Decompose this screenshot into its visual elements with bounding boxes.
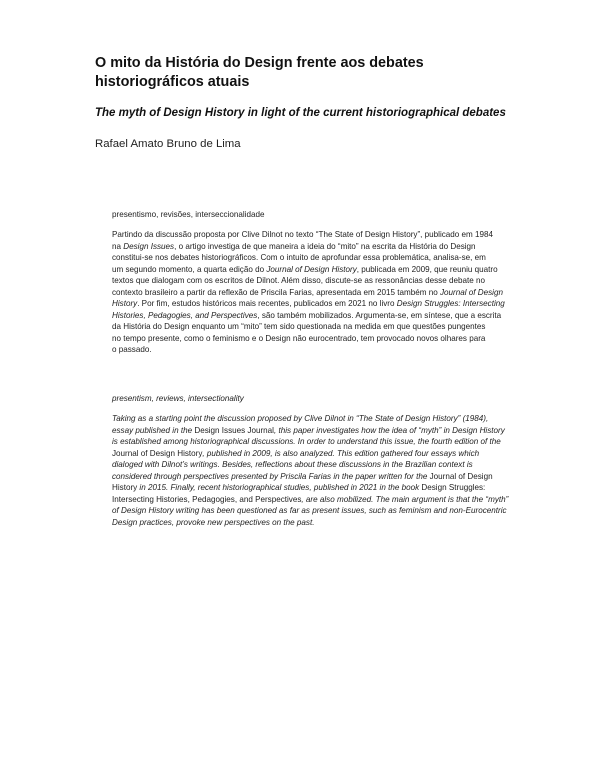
text-run: , this paper investigates how the idea of “myth” in Design History: [273, 425, 505, 435]
upright-title: Journal of Design History: [112, 448, 203, 458]
text-run: essay published in the: [112, 425, 195, 435]
text-run: da História do Design enquanto um “mito” tem sido questionada na medida em que questões pungentes: [112, 322, 486, 332]
text-run: o passado.: [112, 345, 152, 355]
text-run: , are also mobilized. The main argument is that the “myth”: [301, 494, 509, 504]
abstract-line: [112, 448, 532, 460]
abstract-line: [112, 517, 532, 529]
paper-subtitle-english: The myth of Design History in light of the current historiographical debates: [95, 107, 506, 119]
text-run: contexto brasileiro a partir da reflexão de Priscila Farias, apresentada em 2015 também no: [112, 287, 440, 297]
text-run: considered through perspectives presented by Priscila Farias in the paper written for the: [112, 471, 430, 481]
abstract-english: [112, 413, 532, 528]
abstract-line: [112, 344, 532, 356]
upright-title: Intersecting Histories, Pedagogies, and Perspectives: [112, 494, 302, 504]
upright-title: Journal of Design: [429, 471, 493, 481]
abstract-line: [112, 252, 532, 264]
text-run: Design practices, provoke new perspectives on the past.: [112, 517, 315, 527]
text-run: , publicada em 2009, que reuniu quatro: [356, 264, 498, 274]
text-run: is established among historiographical discussions. In order to understand this issue, the fourth edition of the: [112, 437, 501, 447]
author-name: Rafael Amato Bruno de Lima: [95, 138, 241, 150]
text-run: Taking as a starting point the discussion proposed by Clive Dilnot in “The State of Design History” (1984),: [112, 414, 489, 423]
keywords-english: presentism, reviews, intersectionality: [112, 394, 244, 403]
abstract-line: [112, 471, 532, 483]
italic-title: Journal of Design: [439, 287, 503, 297]
abstract-line: [112, 436, 532, 448]
abstract-line: [112, 482, 532, 494]
italic-title: Design Issues: [123, 241, 175, 251]
abstract-line: [112, 413, 532, 425]
abstract-line: [112, 298, 532, 310]
text-run: dialoged with Dilnot’s writings. Besides, reflections about these discussions in the Brazilian context is: [112, 460, 473, 470]
text-run: , published in 2009, is also analyzed. This edition gathered four essays which: [202, 448, 480, 458]
text-run: um segundo momento, a quarta edição do: [112, 264, 267, 274]
text-run: constitui-se nos debates historiográficos. Com o intuito de aprofundar essa problemática, analisa-se, em: [112, 253, 486, 263]
abstract-line: [112, 505, 532, 517]
abstract-portuguese: [112, 229, 532, 356]
text-run: , o artigo investiga de que maneira a ideia do “mito” na escrita da História do Design: [174, 241, 476, 251]
upright-title: Design Struggles:: [421, 483, 486, 493]
abstract-line: [112, 321, 532, 333]
abstract-line: [112, 425, 532, 437]
italic-title: Design Struggles: Intersecting: [396, 299, 505, 309]
abstract-line: [112, 310, 532, 322]
abstract-line: [112, 275, 532, 287]
upright-title: Design Issues Journal: [194, 425, 274, 435]
italic-title: History: [112, 299, 138, 309]
text-run: Partindo da discussão proposta por Clive Dilnot no texto “The State of Design History”, publicado em 1984: [112, 230, 494, 239]
abstract-line: [112, 459, 532, 471]
paper-title: O mito da História do Design frente aos debates historiográficos atuais: [95, 55, 424, 90]
text-run: na: [112, 241, 124, 251]
text-run: of Design History writing has been questioned as far as present issues, such as feminism and non-Eurocentric: [112, 506, 507, 516]
abstract-line: [112, 229, 532, 241]
abstract-line: [112, 287, 532, 299]
text-run: . Por fim, estudos históricos mais recentes, publicados em 2021 no livro: [137, 299, 397, 309]
abstract-line: [112, 264, 532, 276]
italic-title: Journal of Design History: [266, 264, 357, 274]
abstract-line: [112, 333, 532, 345]
text-run: textos que dialogam com os escritos de Dilnot. Além disso, discute-se as ressonâncias desse debate no: [112, 276, 485, 286]
abstract-line: [112, 494, 532, 506]
italic-title: Histories, Pedagogies, and Perspectives: [112, 310, 258, 320]
keywords-portuguese: presentismo, revisões, interseccionalidade: [112, 210, 265, 219]
abstract-line: [112, 241, 532, 253]
text-run: no tempo presente, como o feminismo e o Design não eurocentrado, tem provocado novos olhares para: [112, 333, 486, 343]
text-run: , são também mobilizados. Argumenta-se, em síntese, que a escrita: [257, 310, 502, 320]
upright-title: History: [112, 483, 138, 493]
text-run: in 2015. Finally, recent historiographical studies, published in 2021 in the book: [137, 483, 422, 493]
